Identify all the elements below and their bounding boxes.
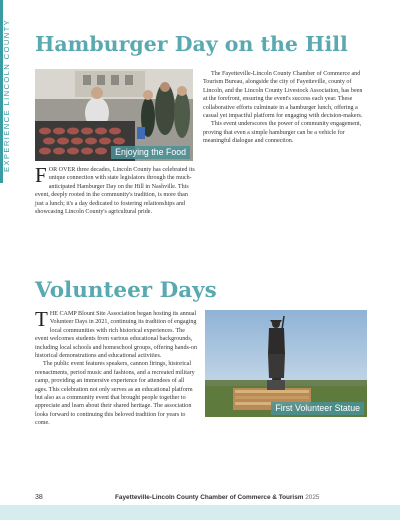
footer-publication-name: Fayetteville-Lincoln County Chamber of Commerce & Tourism: [115, 494, 304, 501]
footer-year: 2025: [305, 494, 320, 501]
paragraph: The Fayetteville-Lincoln County Chamber of Commerce and Tourism Bureau, alongside the city of Fayetteville, county of Lincoln, and the Lincoln County Livestock Association, has been at the forefront, ensuring the event's success each year. These collaborative efforts culminate in a hamburger lunch, offering a casual yet impactful platform for engaging with decision-makers.: [203, 71, 363, 120]
volunteer-statue-photo: [205, 310, 367, 417]
hamburger-day-photo: [35, 69, 193, 161]
photo-caption-food: Enjoying the Food: [111, 146, 190, 159]
volunteer-days-column: [35, 307, 198, 428]
drop-cap: T: [35, 307, 48, 331]
paragraph: The public event features speakers, cannon firings, historical reenactments, period music and fashions, and a recreated military camp, providing an immersive experience for attendees of all ages. This celebration not only serves as an educational platform but also as a community event that brought people together to appreciate and learn about their shared heritage. The association looks forward to continuing this beloved tradition for years to come.: [35, 361, 195, 427]
drop-cap: F: [35, 163, 47, 187]
paragraph: [35, 163, 195, 216]
section-title-hamburger-day: Hamburger Day on the Hill: [35, 32, 348, 56]
footer-band: [0, 505, 400, 520]
page-number: 38: [35, 494, 43, 501]
hamburger-day-right-column: [203, 70, 365, 146]
hamburger-day-left-column: [35, 163, 195, 216]
footer-publication: [115, 494, 319, 501]
paragraph: This event underscores the power of community engagement, proving that even a simple hamburger can be a vehicle for meaningful dialogue and connection.: [203, 121, 362, 145]
paragraph-text: HE CAMP Blount Site Association began hosting its annual Volunteer Days in 2021, continuing its tradition of engaging local communities with rich historical experiences. The event welcomes students from various educational backgrounds, including local schools and homeschool groups, offering hands-on historical demonstrations and educational activities.: [35, 311, 198, 360]
paragraph: [35, 307, 198, 360]
photo-caption-statue: First Volunteer Statue: [271, 402, 364, 415]
sidebar-label: EXPERIENCE LINCOLN COUNTY: [2, 18, 11, 172]
paragraph-text: OR OVER three decades, Lincoln County has celebrated its unique connection with state legislators through the much-anticipated Hamburger Day on the Hill in Nashville. This event, deeply rooted in the community's tradition, is more than just a lunch; it's a day dedicated to fostering relationships and showcasing Lincoln County's agricultural pride.: [35, 167, 195, 216]
section-title-volunteer-days: Volunteer Days: [35, 278, 217, 303]
